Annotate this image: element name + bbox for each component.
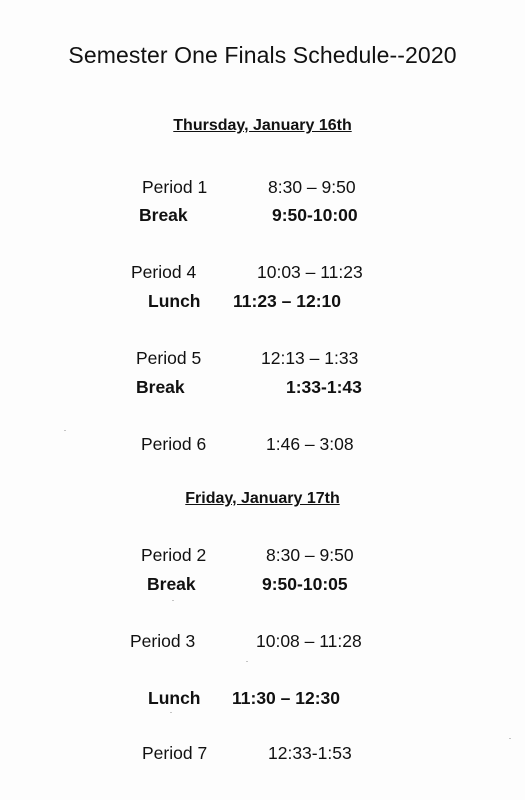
schedule-label: Period 3: [130, 631, 196, 651]
schedule-time: 9:50-10:05: [262, 574, 348, 594]
schedule-label: Break: [139, 205, 188, 225]
thursday-heading: Thursday, January 16th: [173, 117, 352, 134]
schedule-time: 8:30 – 9:50: [268, 177, 356, 197]
schedule-label: Period 5: [136, 348, 202, 368]
schedule-time: 1:46 – 3:08: [266, 434, 354, 454]
schedule-label: Lunch: [148, 688, 201, 708]
schedule-label: Period 4: [131, 262, 197, 282]
schedule-time: 9:50-10:00: [272, 205, 358, 225]
schedule-label: Period 1: [142, 177, 208, 197]
schedule-label: Period 2: [141, 545, 207, 565]
schedule-time: 12:33-1:53: [268, 743, 352, 763]
scan-speck: [64, 430, 66, 431]
schedule-label: Lunch: [148, 291, 201, 311]
schedule-label: Period 7: [142, 743, 208, 763]
schedule-label: Period 6: [141, 434, 207, 454]
document-title: Semester One Finals Schedule--2020: [68, 42, 457, 68]
schedule-time: 10:08 – 11:28: [256, 631, 362, 651]
schedule-time: 1:33-1:43: [286, 377, 362, 397]
scan-speck: [509, 738, 511, 739]
schedule-time: 11:23 – 12:10: [233, 291, 342, 311]
scan-speck: [172, 600, 174, 601]
schedule-label: Break: [147, 574, 196, 594]
scan-speck: [170, 712, 172, 713]
friday-heading: Friday, January 17th: [185, 490, 340, 507]
schedule-time: 8:30 – 9:50: [266, 545, 354, 565]
schedule-time: 12:13 – 1:33: [261, 348, 359, 368]
schedule-label: Break: [136, 377, 185, 397]
scan-speck: [246, 661, 248, 662]
schedule-time: 10:03 – 11:23: [257, 262, 363, 282]
schedule-time: 11:30 – 12:30: [232, 688, 341, 708]
